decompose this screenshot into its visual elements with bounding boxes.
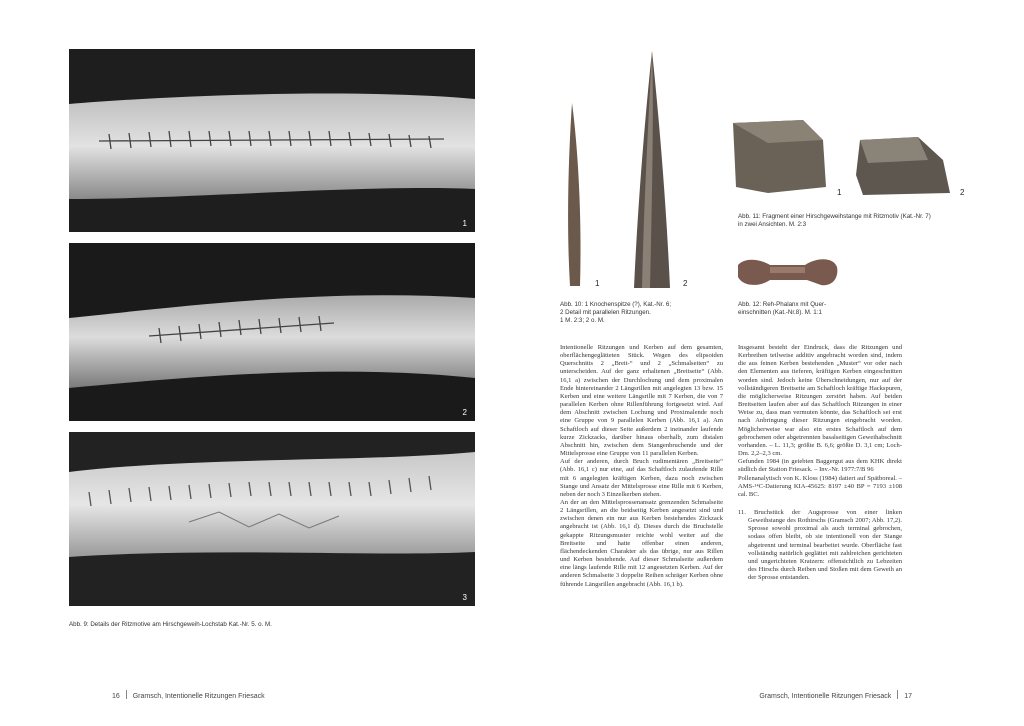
fig9-caption: Abb. 9: Details der Ritzmotive am Hirschgeweih-Lochstab Kat.-Nr. 5. o. M. <box>69 621 272 628</box>
footer-title-left: Gramsch, Intentionelle Ritzungen Friesack <box>132 693 265 700</box>
col2-paragraph-3: Pollenanalytisch von K. Kloss (1984) datiert auf Spätboreal. – AMS-¹⁴C-Datierung KIA-45625: 8197 ±40 BP = 7193 ±108 cal. BC. <box>738 474 902 498</box>
footer-left <box>112 690 265 700</box>
catalog-item-11: 11. Bruchstück der Augsprosse von einer linken Geweihstange des Rothirschs (Gramsch 2007; Abb. 17,2). Sprosse sowohl proximal als auch terminal gebrochen, sodass offen bleibt, ob sie intentionell von der Stange abgetrennt und terminal bearbeitet wurde. Oberfläche fast vollständig natürlich geglättet mit zahlreichen gerichteten und ungerichteten Kratzern: offensichtlich zu Lebzeiten des Hirschs durch Reiben und Stoßen mit dem Geweih an der Sprosse entstanden. <box>738 508 902 582</box>
fig11-label-1: 1 <box>837 188 842 197</box>
photo-detail-1 <box>69 49 475 232</box>
col1-paragraph-3: An der an den Mittelsprossenansatz grenzenden Schmalseite 2 Längsrillen, an die beidseitig Kerben angesetzt sind und zwischen denen ein nur aus Kerben bestehendes Zickzack angebracht ist (Abb. 16,1 d). Dieses durch die Bruchstelle gekappte Ritzungsmuster reichte wohl weiter auf die Breitseite und hatte offenbar einen anderen, flächendeckenden Charakter als das übrige, nur aus Rillen und Kerben bestehende. Auf dieser Schmalseite außerdem eine längs laufende Rille mit 12 angesetzten Kerben. Auf der anderen Schmalseite 3 doppelte Reihen schräger Kerben ohne führende Längsrillen angebracht (Abb. 16,1 b). <box>560 498 723 588</box>
fig10-caption: Abb. 10: 1 Knochenspitze (?), Kat.-Nr. 6; 2 Detail mit parallelen Ritzungen. 1 M. 2:3; 2 o. M. <box>560 301 672 325</box>
text-column-2 <box>738 344 902 582</box>
col1-paragraph-1: Intentionelle Ritzungen und Kerben auf dem gesamten, oberflächengeglätteten Stück. Wegen des elipsoiden Querschnitts 2 „Breit-“ und 2 „Schmalseiten“ zu unterscheiden. Auf der ganz erhaltenen „Breitseite“ (Abb. 16,1 a) zwischen der Durchlochung und dem proximalen Ende hintereinander 2 Längsrillen mit angelegten 13 bzw. 15 Kerben und eine weitere Längsrille mit 7 Kerben, die von 7 parallelen Kerben ohne Rillenführung fortgesetzt wird. Auf dem Abschnitt zwischen Lochung und Proximalende noch eine Gruppe von 9 parallelen Kerben (Abb. 16,1 a). Am Schaftloch auf dieser Seite außerdem 2 ineinander laufende kurze Zickzacks, darüber hinaus oberhalb, zum distalen Abschnitt hin, zwischen dem Stangenbruchende und der Mittelsprosse eine Gruppe von 11 parallelen Kerben. <box>560 344 723 458</box>
antler-detail-image-3 <box>69 432 475 606</box>
antler-detail-image-1 <box>69 49 475 232</box>
footer-title-right: Gramsch, Intentionelle Ritzungen Friesack <box>759 693 892 700</box>
col2-paragraph-2: Gefunden 1984 (in geiebten Baggergut aus dem KHK direkt südlich der Station Friesack. – Inv.-Nr. 1977:7/B 96 <box>738 458 902 474</box>
page-number-left: 16 <box>112 693 120 700</box>
text-column-1 <box>560 344 723 589</box>
photo-detail-2 <box>69 243 475 421</box>
fig10-bone-points-image <box>560 48 700 290</box>
fig11-antler-fragment-image <box>728 115 958 200</box>
photo-number-1: 1 <box>462 219 467 228</box>
col2-paragraph-1: Insgesamt besteht der Eindruck, dass die Ritzungen und Kerbreihen teilweise additiv angebracht worden sind, indem die aus feinen Kerben bestehenden „Muster“ vor oder nach den Elementen aus tieferen, kräftigen Kerben eingeschnitten worden sind. Jedoch keine Überschneidungen, nur auf der vollständigeren Breitseite am Schaftloch kräftige Hackspuren, die möglicherweise Ritzungen zerstört haben. Auf beiden Breitseiten laufen aber auf das Schaftloch Ritzungen in einer Weise zu, dass man vermuten könnte, das Schaftloch sei erst nach Anbringung dieser Ritzungen eingebracht worden. Möglicherweise war also ein erstes Schaftloch auf dem gebrochenen oder abgetrennten basalseitigen Geweihabschnitt vorhanden. – L. 11,3; größte B. 6,6; größte D. 3,1 cm; Loch-Dm. 2,2–2,3 cm. <box>738 344 902 458</box>
photo-number-3: 3 <box>462 593 467 602</box>
photo-number-2: 2 <box>462 408 467 417</box>
footer-right <box>759 690 912 700</box>
fig10-label-2: 2 <box>683 279 688 288</box>
col1-paragraph-2: Auf der anderen, durch Bruch rudimentären „Breitseite“ (Abb. 16,1 c) nur eine, auf das Schaftloch zulaufende Rille mit 6 angelegten kräftigen Kerben, dazu noch zwischen Stange und Ansatz der Mittelsprosse eine Rille mit 6 Kerben, neben der noch 3 Einzelkerben stehen. <box>560 458 723 498</box>
fig11-caption: Abb. 11: Fragment einer Hirschgeweihstange mit Ritzmotiv (Kat.-Nr. 7) in zwei Ansichten. M. 2:3 <box>738 213 931 229</box>
fig10-label-1: 1 <box>595 279 600 288</box>
antler-detail-image-2 <box>69 243 475 421</box>
fig11-label-2: 2 <box>960 188 965 197</box>
photo-detail-3 <box>69 432 475 606</box>
fig12-caption: Abb. 12: Reh-Phalanx mit Quer- einschnitten (Kat.-Nr.8). M. 1:1 <box>738 301 827 317</box>
fig12-phalanx-image <box>735 253 840 293</box>
page-number-right: 17 <box>904 693 912 700</box>
